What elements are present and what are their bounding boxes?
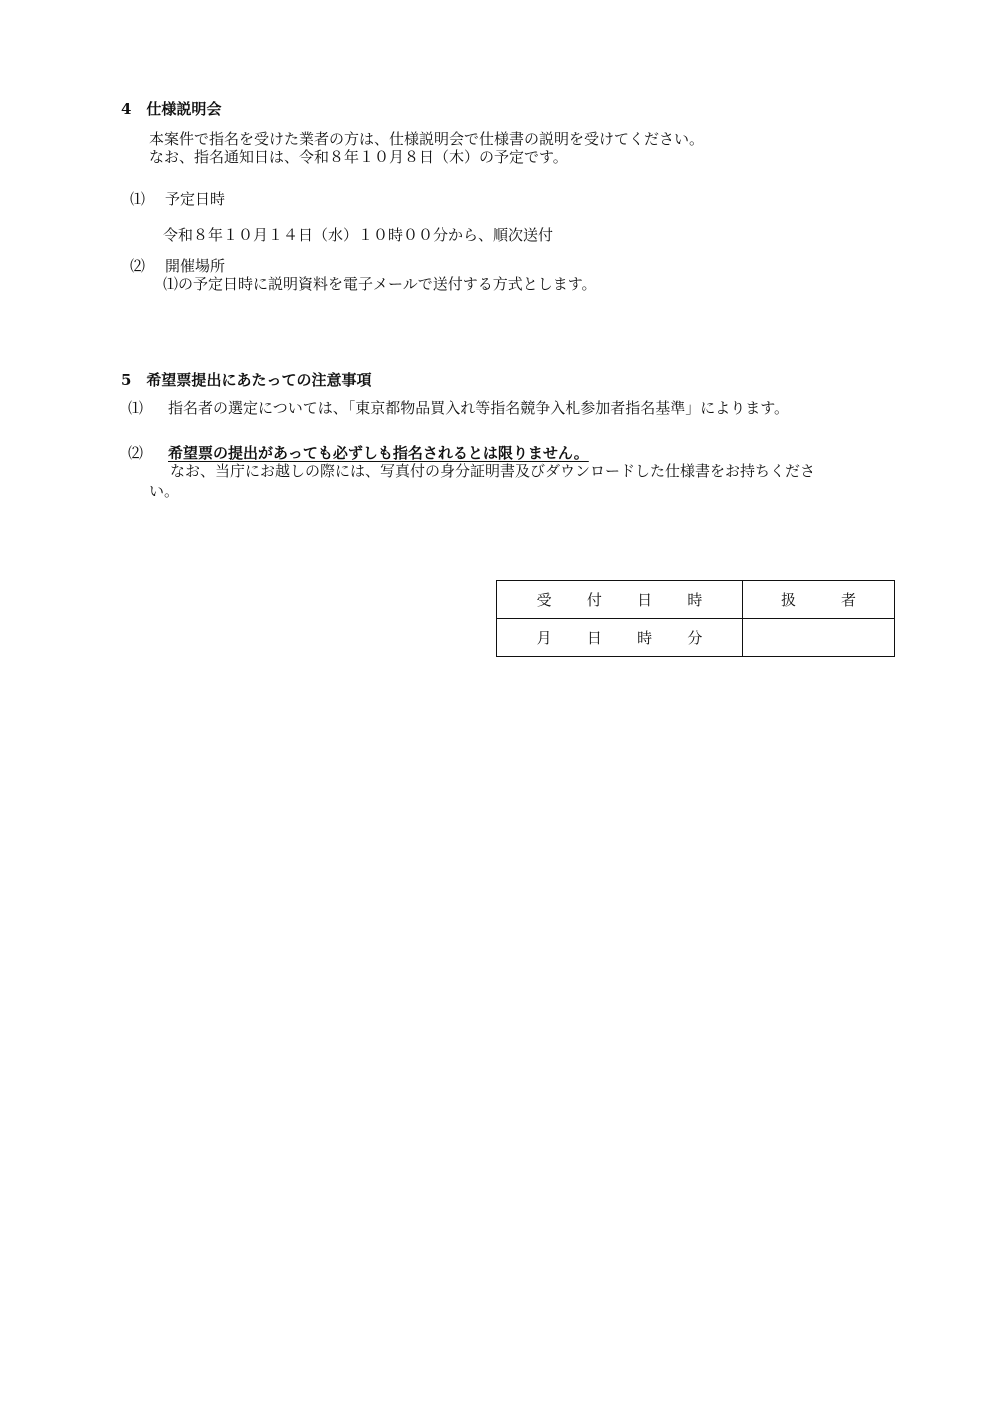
section5-item2-marker: ⑵ [128,444,144,462]
receipt-table [496,580,895,657]
section5-heading: 5 希望票提出にあたっての注意事項 [121,371,372,389]
received-datetime-cell [497,619,743,657]
datetime-unit-minute: 分 [687,629,703,647]
section4-item2-value: ⑴の予定日時に説明資料を電子メールで送付する方式とします。 [163,275,597,293]
section4-item1-value: 令和８年１０月１４日（水）１０時００分から、順次送付 [163,226,554,244]
section4-intro-line2: なお、指名通知日は、令和８年１０月８日（木）の予定です。 [149,148,568,166]
section5-item2-note-line2: い。 [149,482,180,500]
datetime-unit-day: 日 [586,629,602,647]
section4-item2-marker: ⑵ [130,257,146,275]
datetime-unit-month: 月 [536,629,552,647]
receipt-value-row [497,619,895,657]
receipt-header-row [497,581,895,619]
section5-item1-marker: ⑴ [128,399,144,417]
section4-intro-line1: 本案件で指名を受けた業者の方は、仕様説明会で仕様書の説明を受けてください。 [149,130,705,148]
header-char: 扱 [781,591,797,609]
section5-item2-text: 希望票の提出があっても必ずしも指名されるとは限りません。 [168,444,589,462]
handler-header [743,581,895,619]
received-datetime-header [497,581,743,619]
header-char: 時 [687,591,703,609]
section4-item2-label: 開催場所 [165,257,226,275]
section5-item2-note-line1: なお、当庁にお越しの際には、写真付の身分証明書及びダウンロードした仕様書をお持ちくださ [170,462,816,480]
section5-item1-text: 指名者の選定については、「東京都物品買入れ等指名競争入札参加者指名基準」によります。 [168,399,790,417]
header-char: 受 [536,591,552,609]
header-char: 付 [586,591,602,609]
section4-item1-marker: ⑴ [130,190,146,208]
section4-heading: 4 仕様説明会 [121,100,222,118]
section4-item1-label: 予定日時 [165,190,226,208]
datetime-unit-hour: 時 [637,629,653,647]
header-char: 者 [840,591,856,609]
header-char: 日 [637,591,653,609]
handler-cell [743,619,895,657]
